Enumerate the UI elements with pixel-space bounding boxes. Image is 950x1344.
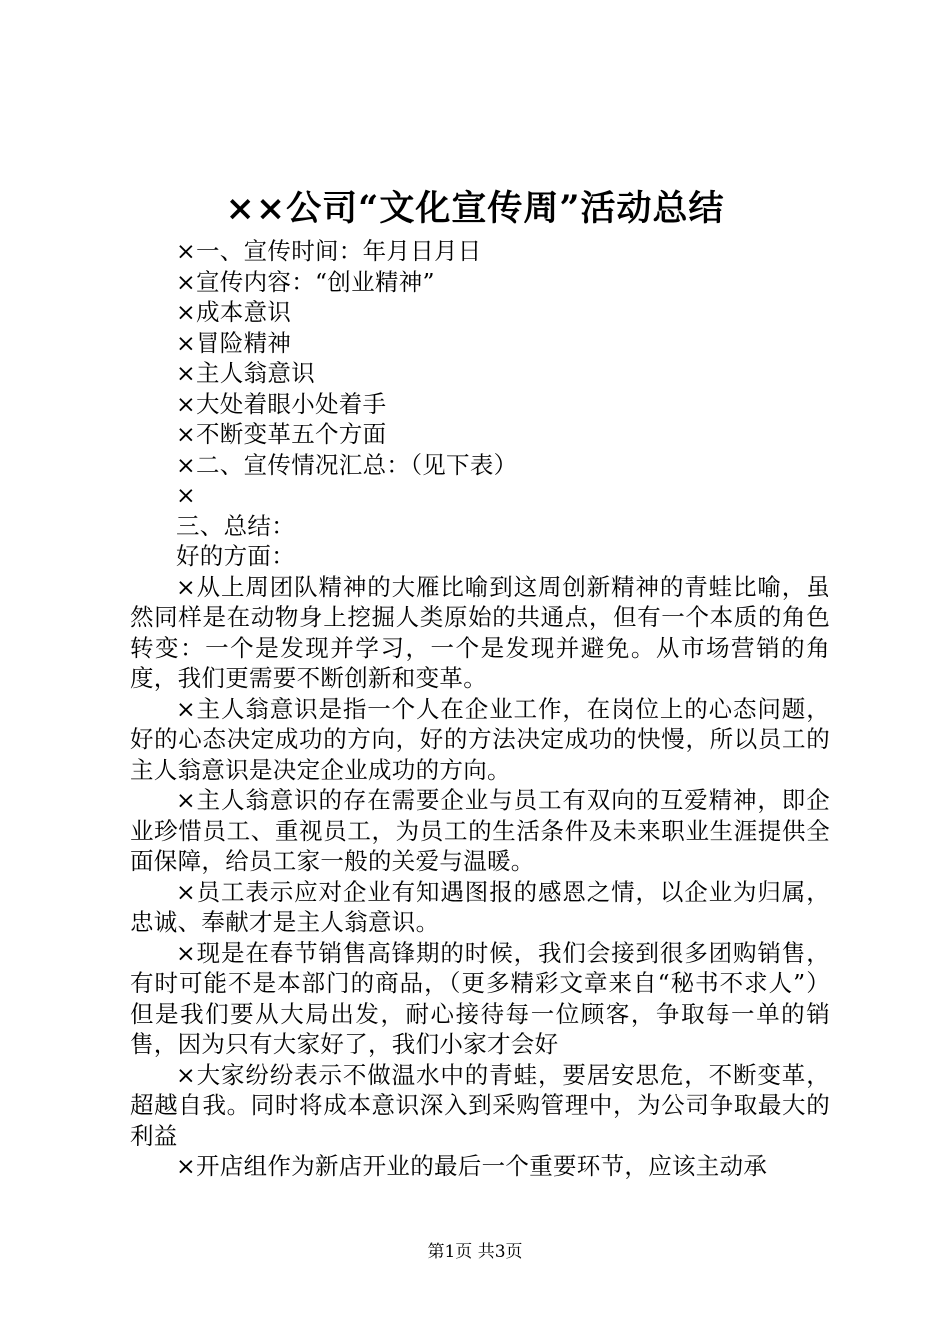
body-paragraph: ×大家纷纷表示不做温水中的青蛙，要居安思危，不断变革，超越自我。同时将成本意识深入到采购管理中，为公司争取最大的利益 <box>130 1060 830 1150</box>
text-line: ×主人翁意识 <box>176 359 315 387</box>
text-line: ×冒险精神 <box>176 328 292 357</box>
text-line: ×宣传内容：“创业精神” <box>176 267 435 296</box>
text-line: ×一、宣传时间：年月日月日 <box>176 237 482 265</box>
text-line: × <box>176 481 196 509</box>
body-paragraph: ×现是在春节销售高锋期的时候，我们会接到很多团购销售，有时可能不是本部门的商品，（更多精彩文章来自“秘书不求人”）但是我们要从大局出发，耐心接待每一位顾客，争取每一单的销售，因为只有大家好了，我们小家才会好 <box>130 938 830 1058</box>
body-paragraph: ×开店组作为新店开业的最后一个重要环节，应该主动承 <box>176 1152 768 1180</box>
section-heading: 三、总结： <box>176 511 295 540</box>
page-footer: 第1页 共3页 <box>427 1242 523 1262</box>
body-paragraph: ×员工表示应对企业有知遇图报的感恩之情，以企业为归属，忠诚、奉献才是主人翁意识。 <box>130 877 830 936</box>
subsection-heading: 好的方面： <box>176 542 295 570</box>
body-paragraph: ×从上周团队精神的大雁比喻到这周创新精神的青蛙比喻，虽然同样是在动物身上挖掘人类原始的共通点，但有一个本质的角色转变：一个是发现并学习，一个是发现并避免。从市场营销的角度，我们更需要不断创新和变革。 <box>130 572 830 692</box>
body-paragraph: ×主人翁意识是指一个人在企业工作，在岗位上的心态问题，好的心态决定成功的方向，好的方法决定成功的快慢，所以员工的主人翁意识是决定企业成功的方向。 <box>130 694 830 784</box>
text-line: ×大处着眼小处着手 <box>176 389 387 418</box>
document-body <box>130 236 830 1182</box>
text-line: ×成本意识 <box>176 298 292 326</box>
text-line: ×不断变革五个方面 <box>176 420 387 448</box>
body-paragraph: ×主人翁意识的存在需要企业与员工有双向的互爱精神，即企业珍惜员工、重视员工，为员工的生活条件及未来职业生涯提供全面保障，给员工家一般的关爱与温暖。 <box>130 786 830 875</box>
document-title: ××公司“文化宣传周”活动总结 <box>225 188 725 229</box>
text-line: ×二、宣传情况汇总：（见下表） <box>176 450 518 479</box>
